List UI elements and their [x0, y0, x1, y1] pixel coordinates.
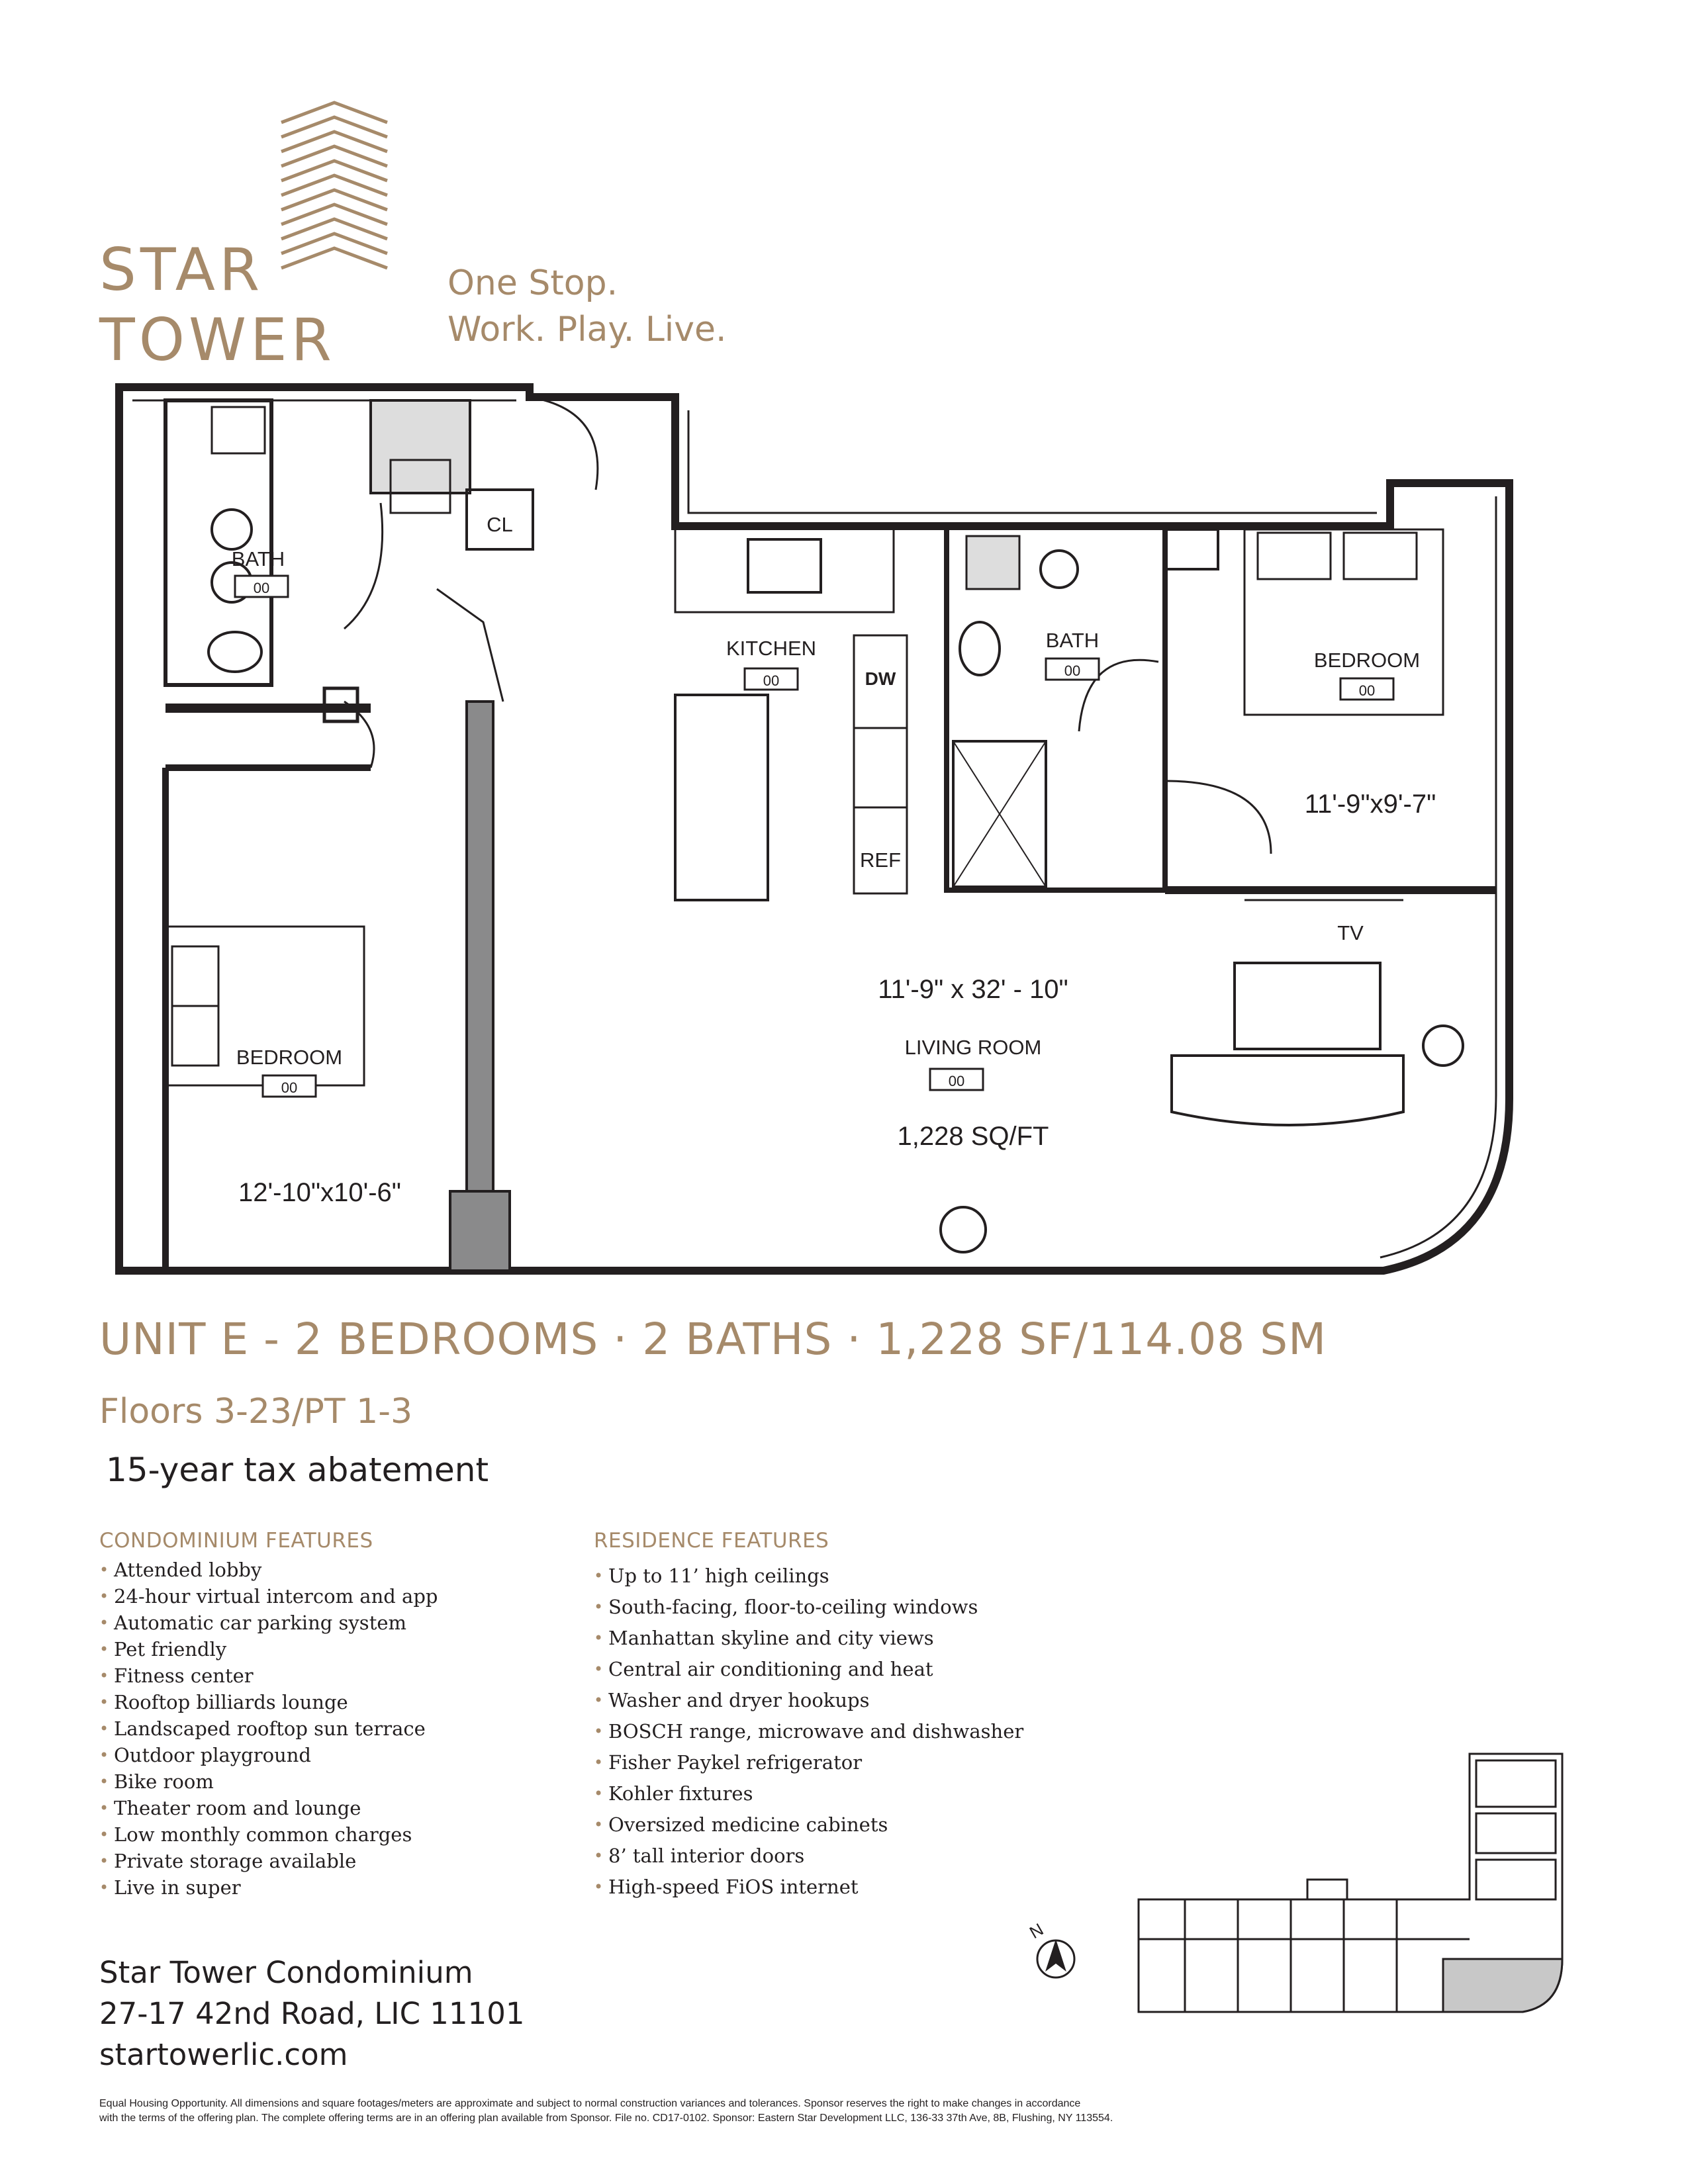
room-label-bath-1: BATH [231, 547, 285, 570]
tagline-line2: Work. Play. Live. [447, 310, 727, 349]
list-item: • 8’ tall interior doors [594, 1841, 1023, 1872]
list-item: • Outdoor playground [99, 1742, 438, 1768]
room-label-kitchen: KITCHEN [726, 637, 817, 660]
address-block [99, 1952, 524, 2075]
list-item: • Live in super [99, 1874, 438, 1901]
list-item: • Washer and dryer hookups [594, 1685, 1023, 1716]
room-code-bedroom-1: 00 [1358, 682, 1376, 699]
address-line1: Star Tower Condominium [99, 1955, 473, 1990]
north-label: N [1026, 1919, 1047, 1943]
condo-features-heading: CONDOMINIUM FEATURES [99, 1529, 373, 1553]
exterior-wall [119, 387, 1509, 1271]
room-code-kitchen: 00 [763, 672, 780, 689]
list-item: • Central air conditioning and heat [594, 1654, 1023, 1685]
disclaimer [99, 2097, 1589, 2126]
room-label-bath-2: BATH [1045, 629, 1100, 652]
tax-abatement: 15-year tax abatement [106, 1451, 489, 1489]
room-size-bedroom-1: 11'-9"x9'-7" [1304, 790, 1436, 819]
list-item: • High-speed FiOS internet [594, 1872, 1023, 1903]
room-label-bedroom-2: BEDROOM [236, 1046, 343, 1069]
address-line2: 27-17 42nd Road, LIC 11101 [99, 1996, 525, 2031]
brand-name-line1: STAR [99, 236, 264, 304]
list-item: • Fitness center [99, 1662, 438, 1689]
brand-name [99, 235, 336, 375]
disclaimer-line1: Equal Housing Opportunity. All dimensions and square footages/meters are approximate and subject to normal construction variances and tolerances. Sponsor reserves the right to make changes in accordance [99, 2098, 1081, 2109]
room-size-bedroom-2: 12'-10"x10'-6" [238, 1178, 402, 1207]
list-item: • Landscaped rooftop sun terrace [99, 1715, 438, 1742]
list-item: • Attended lobby [99, 1557, 438, 1583]
list-item: • Fisher Paykel refrigerator [594, 1747, 1023, 1778]
label-dishwasher: DW [865, 668, 896, 689]
floor-plan [106, 371, 1602, 1310]
disclaimer-line2: with the terms of the offering plan. The complete offering terms are in an offering plan available from Sponsor. File no. CD17-0102. Sponsor: Eastern Star Development LLC, 136-33 37th Ave, 8B, Flushing, NY 113554. [99, 2113, 1113, 2124]
label-tv: TV [1337, 921, 1364, 944]
room-code-living-room: 00 [948, 1073, 965, 1089]
list-item: • 24-hour virtual intercom and app [99, 1583, 438, 1610]
key-plan [1019, 1741, 1589, 2019]
list-item: • Automatic car parking system [99, 1610, 438, 1636]
room-code-bath-1: 00 [253, 580, 270, 596]
label-refrigerator: REF [860, 848, 901, 872]
residence-features-list [594, 1561, 1023, 1903]
room-code-bath-2: 00 [1064, 662, 1081, 679]
tagline [447, 260, 727, 353]
brand-name-line2: TOWER [99, 306, 336, 374]
condo-features-list [99, 1557, 438, 1901]
tagline-line1: One Stop. [447, 263, 618, 303]
room-label-bedroom-1: BEDROOM [1313, 649, 1421, 672]
list-item: • South-facing, floor-to-ceiling windows [594, 1592, 1023, 1623]
list-item: • Low monthly common charges [99, 1821, 438, 1848]
room-size-living-room: 11'-9" x 32' - 10" [878, 975, 1068, 1004]
unit-area-label: 1,228 SQ/FT [897, 1122, 1049, 1151]
unit-title: UNIT E - 2 BEDROOMS · 2 BATHS · 1,228 SF/114.08 SM [99, 1314, 1327, 1365]
room-label-closet: CL [487, 513, 513, 536]
residence-features-heading: RESIDENCE FEATURES [594, 1529, 829, 1553]
room-code-bedroom-2: 00 [281, 1079, 298, 1096]
list-item: • Private storage available [99, 1848, 438, 1874]
list-item: • Up to 11’ high ceilings [594, 1561, 1023, 1592]
list-item: • Pet friendly [99, 1636, 438, 1662]
list-item: • Theater room and lounge [99, 1795, 438, 1821]
unit-floors: Floors 3-23/PT 1-3 [99, 1392, 413, 1432]
list-item: • Kohler fixtures [594, 1778, 1023, 1809]
list-item: • Manhattan skyline and city views [594, 1623, 1023, 1654]
website-link[interactable]: startowerlic.com [99, 2037, 348, 2072]
list-item: • Bike room [99, 1768, 438, 1795]
list-item: • Oversized medicine cabinets [594, 1809, 1023, 1841]
list-item: • BOSCH range, microwave and dishwasher [594, 1716, 1023, 1747]
room-label-living-room: LIVING ROOM [904, 1036, 1042, 1059]
list-item: • Rooftop billiards lounge [99, 1689, 438, 1715]
